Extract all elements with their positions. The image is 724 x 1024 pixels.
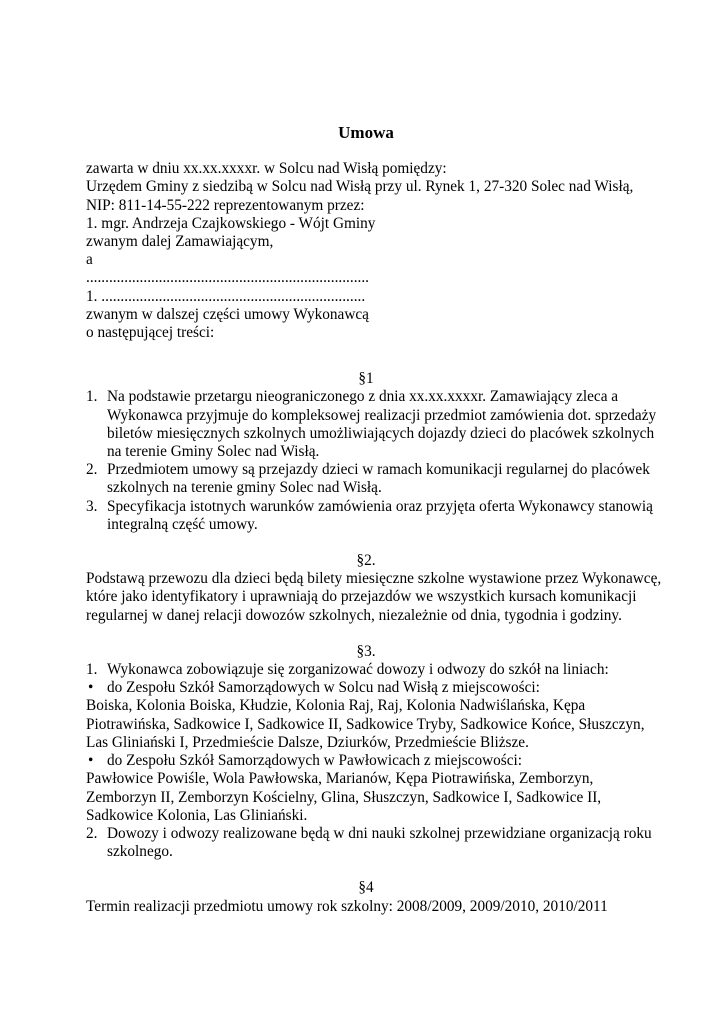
- numbered-item: [86, 461, 650, 497]
- numbered-item: [86, 388, 657, 461]
- item-text: integralną część umowy.: [107, 515, 258, 533]
- locality-line: Pawłowice Powiśle, Wola Pawłowska, Marianów, Kępa Piotrawińska, Zemborzyn,: [86, 770, 594, 788]
- section-heading: §3.: [356, 642, 376, 660]
- item-text: do Zespołu Szkół Samorządowych w Solcu nad Wisłą z miejscowości:: [107, 679, 540, 697]
- document-title: Umowa: [338, 123, 394, 142]
- section-heading: §4: [358, 879, 374, 897]
- section-3: [86, 642, 652, 861]
- intro-line: o następującej treści:: [86, 324, 215, 342]
- intro-line: NIP: 811-14-55-222 reprezentowanym przez:: [86, 196, 365, 214]
- document-page: [86, 123, 662, 916]
- intro-dotted-line: 1. .....................................................................: [86, 287, 366, 305]
- intro-line: zwanym dalej Zamawiającym,: [86, 233, 274, 251]
- item-text: szkolnych na terenie gminy Solec nad Wisłą.: [107, 479, 382, 497]
- item-text: Specyfikacja istotnych warunków zamówienia oraz przyjęta oferta Wykonawcy stanowią: [107, 497, 653, 515]
- intro-block: [86, 160, 646, 342]
- item-text: Dowozy i odwozy realizowane będą w dni nauki szkolnej przewidziane organizacją roku: [107, 824, 652, 842]
- intro-line: zwanym w dalszej części umowy Wykonawcą: [86, 305, 369, 323]
- section-2: [86, 552, 662, 625]
- section-4: [86, 879, 646, 915]
- item-text: Na podstawie przetargu nieograniczonego z dnia xx.xx.xxxxr. Zamawiający zleca a: [107, 388, 619, 406]
- locality-line: Las Gliniański I, Przedmieście Dalsze, Dziurków, Przedmieście Bliższe.: [86, 733, 529, 751]
- locality-line: Sadkowice Kolonia, Las Gliniański.: [86, 806, 308, 824]
- section-heading: §2.: [356, 552, 376, 570]
- item-number: 3.: [86, 497, 98, 515]
- intro-line: a: [86, 251, 93, 269]
- intro-line: 1. mgr. Andrzeja Czajkowskiego - Wójt Gminy: [86, 214, 376, 232]
- item-text: Wykonawca zobowiązuje się zorganizować dowozy i odwozy do szkół na liniach:: [107, 661, 609, 679]
- item-text: na terenie Gminy Solec nad Wisłą.: [107, 443, 320, 461]
- bullet-item: [86, 752, 646, 770]
- item-text: do Zespołu Szkół Samorządowych w Pawłowicach z miejscowości:: [107, 752, 523, 770]
- intro-dotted-line: ..........................................................................: [86, 269, 369, 287]
- bullet-icon: •: [88, 752, 94, 770]
- item-text: Wykonawca przyjmuje do kompleksowej realizacji przedmiot zamówienia dot. sprzedaży: [107, 406, 657, 424]
- numbered-item: [86, 824, 652, 861]
- item-text: szkolnego.: [107, 843, 173, 861]
- locality-line: Boiska, Kolonia Boiska, Kłudzie, Kolonia Raj, Raj, Kolonia Nadwiślańska, Kępa: [86, 697, 586, 715]
- paragraph-line: regularnej w danej relacji dowozów szkolnych, niezależnie od dnia, tygodnia i godziny.: [86, 606, 622, 624]
- bullet-icon: •: [88, 679, 94, 697]
- numbered-item: [86, 497, 653, 534]
- paragraph-line: Termin realizacji przedmiotu umowy rok szkolny: 2008/2009, 2009/2010, 2010/2011: [86, 897, 608, 915]
- intro-line: zawarta w dniu xx.xx.xxxxr. w Solcu nad Wisłą pomiędzy:: [86, 160, 447, 178]
- locality-line: Piotrawińska, Sadkowice I, Sadkowice II, Sadkowice Tryby, Sadkowice Końce, Słuszczyn,: [86, 715, 645, 733]
- section-heading: §1: [358, 370, 374, 388]
- bullet-item: [86, 679, 646, 697]
- item-number: 2.: [86, 824, 98, 842]
- paragraph-line: które jako identyfikatory i uprawniają do przejazdów we wszystkich kursach komunikacji: [86, 588, 637, 606]
- item-number: 1.: [86, 388, 98, 406]
- item-text: Przedmiotem umowy są przejazdy dzieci w ramach komunikacji regularnej do placówek: [107, 461, 650, 479]
- item-number: 1.: [86, 661, 98, 679]
- numbered-item: [86, 661, 646, 679]
- item-number: 2.: [86, 461, 98, 479]
- section-1: [86, 370, 657, 534]
- locality-line: Zemborzyn II, Zemborzyn Kościelny, Glina, Słuszczyn, Sadkowice I, Sadkowice II,: [86, 788, 602, 806]
- intro-line: Urzędem Gminy z siedzibą w Solcu nad Wisłą przy ul. Rynek 1, 27-320 Solec nad Wisłą,: [86, 178, 634, 196]
- paragraph-line: Podstawą przewozu dla dzieci będą bilety miesięczne szkolne wystawione przez Wykonawcę,: [86, 570, 662, 588]
- item-text: biletów miesięcznych szkolnych umożliwiających dojazdy dzieci do placówek szkolnych: [107, 424, 655, 442]
